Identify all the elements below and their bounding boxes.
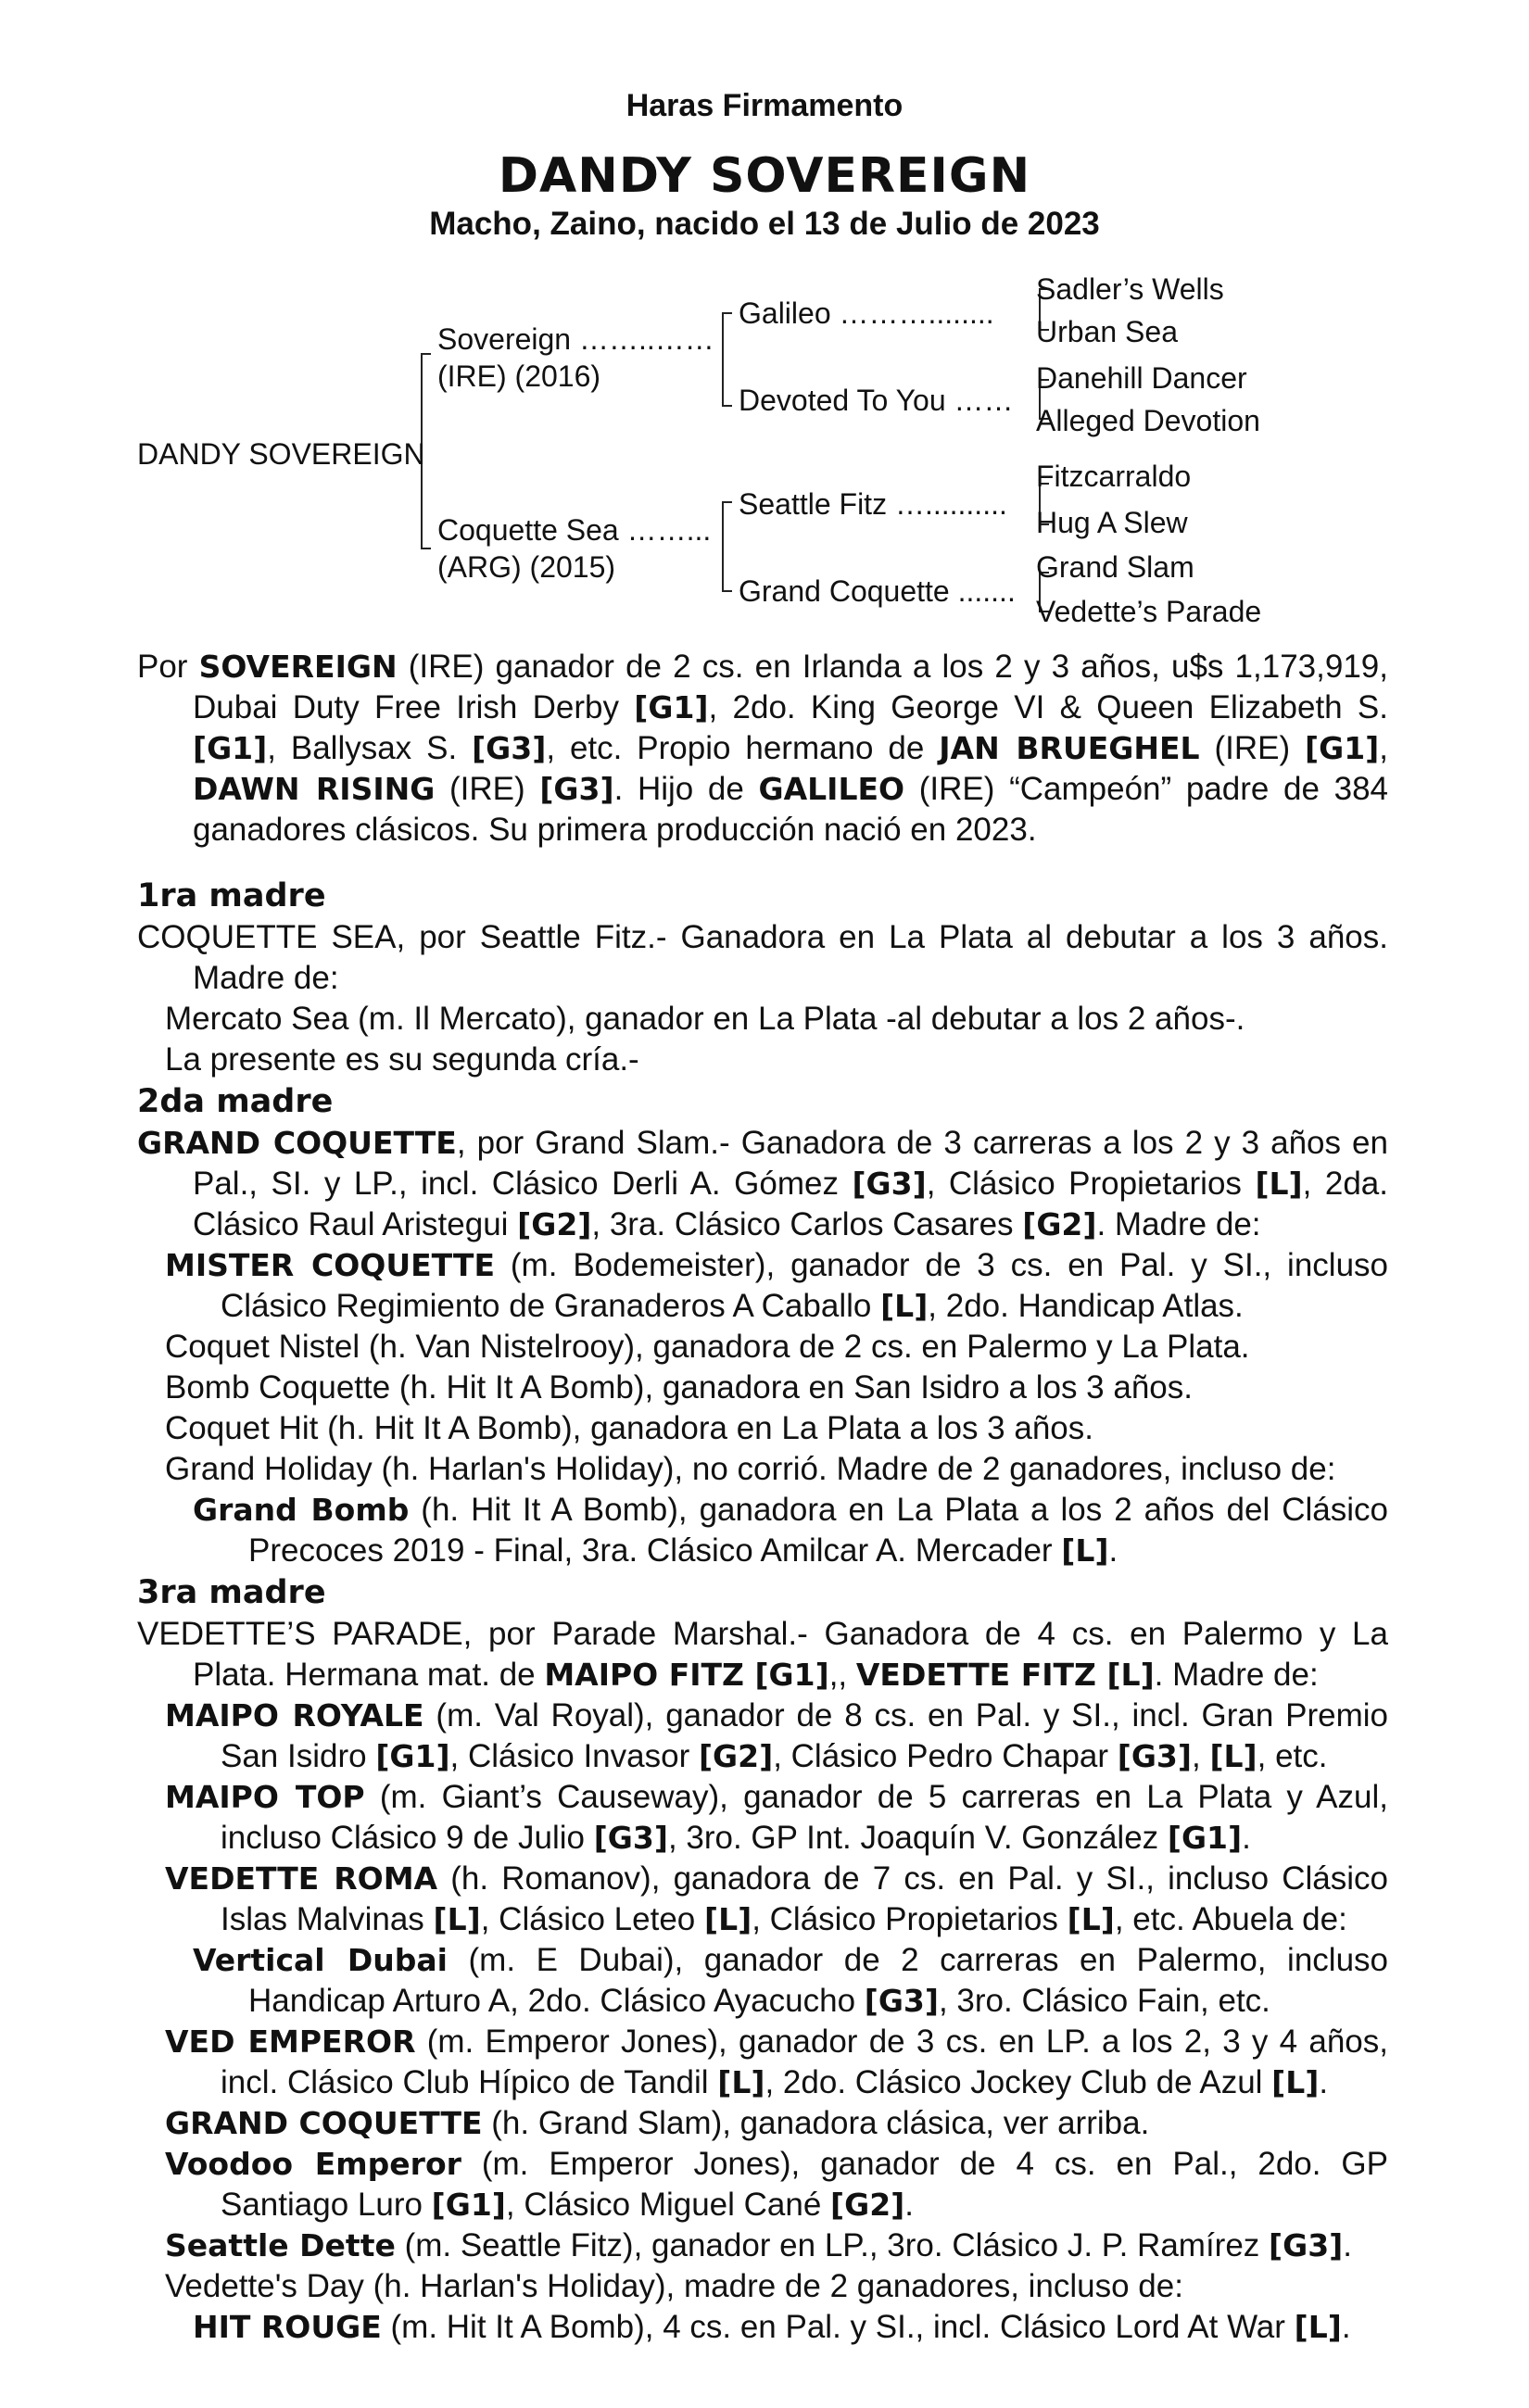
pedigree-dam: Coquette Sea ……... (437, 513, 712, 547)
pedigree-dam-dam: Grand Coquette ....... (739, 574, 1016, 608)
second-dam-heading: 2da madre (137, 1083, 334, 1120)
produce-mister-coquette: MISTER COQUETTE (m. Bodemeister), ganador de 3 cs. en Pal. y SI., incluso Clásico Regimiento de Granaderos A Caballo [L], 2do. Handicap Atlas. (165, 1247, 1388, 1324)
second-dam-main: GRAND COQUETTE, por Grand Slam.- Ganadora de 3 carreras a los 2 y 3 años en Pal., SI. y LP., incl. Clásico Derli A. Gómez [G3], Clásico Propietarios [L], 2da. Clásico Raul Aristegui [G2], 3ra. Clásico Carlos Casares [G2]. Madre de: (137, 1125, 1388, 1242)
pedigree-g1: Sadler’s Wells (1036, 272, 1224, 306)
pedigree-g8: Vedette’s Parade (1036, 595, 1262, 628)
pedigree-g5: Fitzcarraldo (1036, 460, 1192, 493)
produce-vertical-dubai: Vertical Dubai (m. E Dubai), ganador de 2 carreras en Palermo, incluso Handicap Arturo A, 2do. Clásico Ayacucho [G3], 3ro. Clásico Fain, etc. (193, 1942, 1388, 2019)
third-dam-main: VEDETTE’S PARADE, por Parade Marshal.- Ganadora de 4 cs. en Palermo y La Plata. Hermana mat. de MAIPO FITZ [G1],, VEDETTE FITZ [L]. Madre de: (137, 1616, 1388, 1693)
produce-grand-holiday: Grand Holiday (h. Harlan's Holiday), no corrió. Madre de 2 ganadores, incluso de: (165, 1451, 1336, 1487)
pedigree-dam-sire: Seattle Fitz ….......... (739, 487, 1007, 521)
sire-paragraph: Por SOVEREIGN (IRE) ganador de 2 cs. en Irlanda a los 2 y 3 años, u$s 1,173,919, Dubai Duty Free Irish Derby [G1], 2do. King George VI & Queen Elizabeth S. [G1], Ballysax S. [G3], etc. Propio hermano de JAN BRUEGHEL (IRE) [G1], DAWN RISING (IRE) [G3]. Hijo de GALILEO (IRE) “Campeón” padre de 384 ganadores clásicos. Su primera producción nació en 2023. (137, 649, 1389, 848)
pedigree-g4: Alleged Devotion (1036, 404, 1260, 437)
pedigree-sire-detail: (IRE) (2016) (437, 359, 601, 393)
pedigree-sire: Sovereign ……..…… (437, 322, 714, 356)
horse-name: DANDY SOVEREIGN (498, 148, 1031, 204)
produce-ved-emperor: VED EMPEROR (m. Emperor Jones), ganador de 3 cs. en LP. a los 2, 3 y 4 años, incl. Clásico Club Hípico de Tandil [L], 2do. Clásico Jockey Club de Azul [L]. (165, 2023, 1388, 2100)
produce-coquet-nistel: Coquet Nistel (h. Van Nistelrooy), ganadora de 2 cs. en Palermo y La Plata. (165, 1329, 1250, 1365)
pedigree-g2: Urban Sea (1036, 315, 1178, 348)
first-dam-main: COQUETTE SEA, por Seattle Fitz.- Ganadora en La Plata al debutar a los 3 años. Madre de: (137, 919, 1388, 996)
pedigree-sire-dam: Devoted To You …… (739, 384, 1014, 417)
produce-vedette-roma: VEDETTE ROMA (h. Romanov), ganadora de 7 cs. en Pal. y SI., incluso Clásico Islas Malvinas [L], Clásico Leteo [L], Clásico Propietarios [L], etc. Abuela de: (165, 1860, 1389, 1937)
produce-maipo-top: MAIPO TOP (m. Giant’s Causeway), ganador de 5 carreras en La Plata y Azul, incluso Clásico 9 de Julio [G3], 3ro. GP Int. Joaquín V. González [G1]. (165, 1779, 1388, 1856)
pedigree-sire-sire: Galileo ………........ (739, 296, 994, 330)
produce-voodoo-emperor: Voodoo Emperor (m. Emperor Jones), ganador de 4 cs. en Pal., 2do. GP Santiago Luro [G1], Clásico Miguel Cané [G2]. (165, 2146, 1389, 2223)
first-dam-heading: 1ra madre (137, 877, 326, 914)
pedigree-chart (0, 269, 1529, 639)
horse-info: Macho, Zaino, nacido el 13 de Julio de 2023 (429, 206, 1100, 242)
third-dam-heading: 3ra madre (137, 1574, 326, 1611)
produce-seattle-dette: Seattle Dette (m. Seattle Fitz), ganador en LP., 3ro. Clásico J. P. Ramírez [G3]. (165, 2227, 1352, 2263)
pedigree-g3: Danehill Dancer (1036, 361, 1247, 395)
produce-grand-bomb: Grand Bomb (h. Hit It A Bomb), ganadora en La Plata a los 2 años del Clásico Precoces 2019 - Final, 3ra. Clásico Amilcar A. Mercader [L]. (193, 1492, 1388, 1569)
catalog-text (137, 647, 1388, 2348)
pedigree-g7: Grand Slam (1036, 550, 1194, 584)
produce-vedettes-day: Vedette's Day (h. Harlan's Holiday), madre de 2 ganadores, incluso de: (165, 2268, 1183, 2304)
pedigree-dam-detail: (ARG) (2015) (437, 550, 616, 584)
first-dam-produce-1: Mercato Sea (m. Il Mercato), ganador en La Plata -al debutar a los 2 años-. (165, 1001, 1245, 1037)
pedigree-subject: DANDY SOVEREIGN (137, 437, 425, 471)
produce-hit-rouge: HIT ROUGE (m. Hit It A Bomb), 4 cs. en Pal. y SI., incl. Clásico Lord At War [L]. (193, 2309, 1351, 2345)
pedigree-g6: Hug A Slew (1036, 506, 1188, 539)
produce-coquet-hit: Coquet Hit (h. Hit It A Bomb), ganadora en La Plata a los 3 años. (165, 1410, 1093, 1446)
stud-name: Haras Firmamento (626, 88, 904, 123)
produce-bomb-coquette: Bomb Coquette (h. Hit It A Bomb), ganadora en San Isidro a los 3 años. (165, 1369, 1193, 1406)
first-dam-produce-2: La presente es su segunda cría.- (165, 1041, 639, 1078)
produce-grand-coquette: GRAND COQUETTE (h. Grand Slam), ganadora clásica, ver arriba. (165, 2105, 1150, 2141)
produce-maipo-royale: MAIPO ROYALE (m. Val Royal), ganador de 8 cs. en Pal. y SI., incl. Gran Premio San Isidro [G1], Clásico Invasor [G2], Clásico Pedro Chapar [G3], [L], etc. (165, 1697, 1388, 1774)
